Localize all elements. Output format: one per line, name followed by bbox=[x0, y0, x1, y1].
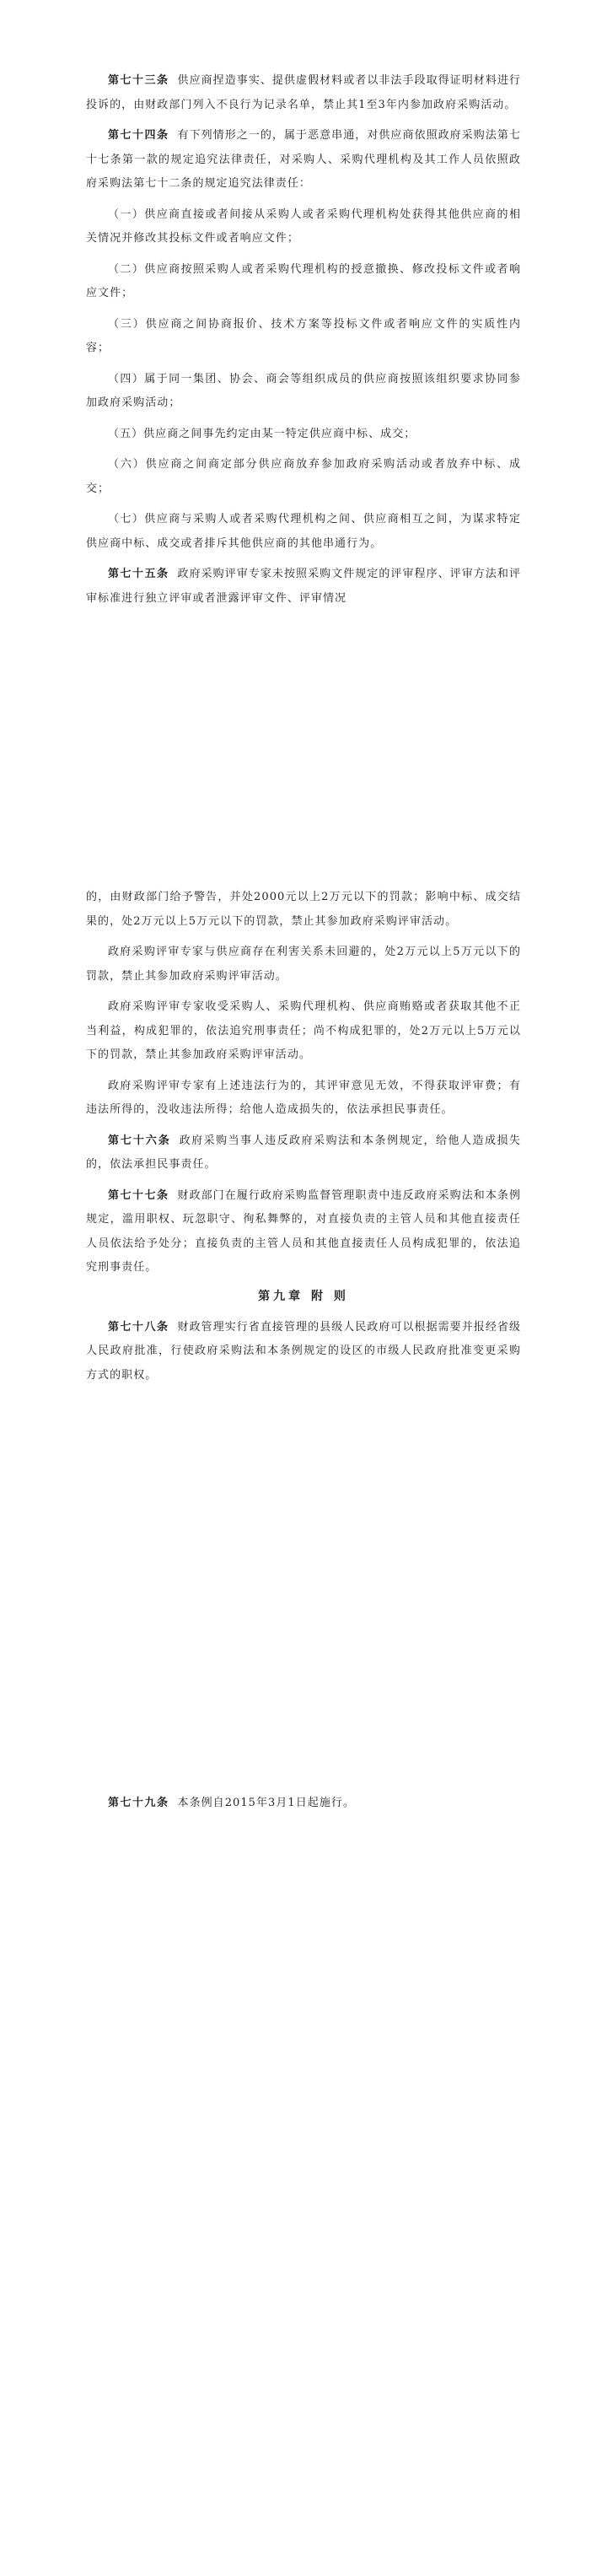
article-76 bbox=[86, 1129, 521, 1178]
article-79 bbox=[86, 1792, 521, 1816]
article-label: 第七十六条 bbox=[108, 1134, 171, 1147]
paragraph: 政府采购评审专家收受采购人、采购代理机构、供应商贿赂或者获取其他不正当利益，构成犯罪的，依法追究刑事责任；尚不构成犯罪的，处2万元以上5万元以下的罚款，禁止其参加政府采购评审活动。 bbox=[86, 1000, 521, 1061]
section-page3 bbox=[86, 1792, 521, 1823]
article-text: 政府采购当事人违反政府采购法和本条例规定，给他人造成损失的，依法承担民事责任。 bbox=[86, 1134, 521, 1171]
list-item: （三）供应商之间协商报价、技术方案等投标文件或者响应文件的实质性内容； bbox=[86, 317, 521, 354]
paragraph: 的，由财政部门给予警告，并处2000元以上2万元以下的罚款；影响中标、成交结果的，处2万元以上5万元以下的罚款，禁止其参加政府采购评审活动。 bbox=[86, 891, 521, 928]
article-74 bbox=[86, 124, 521, 197]
section-page2 bbox=[86, 886, 521, 1394]
article-label: 第七十四条 bbox=[108, 129, 169, 142]
article-text: 财政管理实行省直接管理的县级人民政府可以根据需要并报经省级人民政府批准，行使政府采购法和本条例规定的设区的市级人民政府批准变更采购方式的职权。 bbox=[86, 1320, 521, 1382]
list-item: （七）供应商与采购人或者采购代理机构之间、供应商相互之间，为谋求特定供应商中标、成交或者排斥其他供应商的其他串通行为。 bbox=[86, 513, 521, 550]
article-label: 第七十七条 bbox=[108, 1188, 169, 1202]
article-label: 第七十三条 bbox=[108, 74, 169, 87]
article-78 bbox=[86, 1316, 521, 1388]
list-item: （二）供应商按照采购人或者采购代理机构的授意撤换、修改投标文件或者响应文件； bbox=[86, 262, 521, 299]
article-label: 第七十八条 bbox=[108, 1320, 169, 1334]
article-77 bbox=[86, 1184, 521, 1280]
article-text: 财政部门在履行政府采购监督管理职责中违反政府采购法和本条例规定，滥用职权、玩忽职守、徇私舞弊的，对直接负责的主管人员和其他直接责任人员依法给予处分；直接负责的主管人员和其他直接责任人员构成犯罪的，依法追究刑事责任。 bbox=[86, 1188, 521, 1274]
article-label: 第七十五条 bbox=[108, 568, 169, 580]
list-item: （四）属于同一集团、协会、商会等组织成员的供应商按照该组织要求协同参加政府采购活动； bbox=[86, 372, 521, 409]
list-item: （一）供应商直接或者间接从采购人或者采购代理机构处获得其他供应商的相关情况并修改其投标文件或者响应文件； bbox=[86, 207, 521, 245]
article-text: 有下列情形之一的，属于恶意串通，对供应商依照政府采购法第七十七条第一款的规定追究法律责任，对采购人、采购代理机构及其工作人员依照政府采购法第七十二条的规定追究法律责任： bbox=[86, 129, 521, 190]
chapter-heading: 第九章 附 则 bbox=[258, 1289, 349, 1303]
article-text: 政府采购评审专家未按照采购文件规定的评审程序、评审方法和评审标准进行独立评审或者泄露评审文件、评审情况 bbox=[86, 568, 521, 605]
article-text: 供应商捏造事实、提供虚假材料或者以非法手段取得证明材料进行投诉的，由财政部门列入不良行为记录名单，禁止其1至3年内参加政府采购活动。 bbox=[86, 74, 521, 111]
article-73 bbox=[86, 69, 521, 117]
article-text: 本条例自2015年3月1日起施行。 bbox=[177, 1797, 355, 1809]
paragraph: 政府采购评审专家与供应商存在利害关系未回避的，处2万元以上5万元以下的罚款，禁止其参加政府采购评审活动。 bbox=[86, 946, 521, 983]
article-75 bbox=[86, 563, 521, 611]
list-item: （六）供应商之间商定部分供应商放弃参加政府采购活动或者放弃中标、成交； bbox=[86, 458, 521, 495]
article-label: 第七十九条 bbox=[108, 1797, 169, 1809]
section-page1 bbox=[86, 69, 521, 617]
list-item: （五）供应商之间事先约定由某一特定供应商中标、成交； bbox=[108, 427, 416, 440]
paragraph: 政府采购评审专家有上述违法行为的，其评审意见无效，不得获取评审费；有违法所得的，没收违法所得；给他人造成损失的，依法承担民事责任。 bbox=[86, 1079, 521, 1116]
